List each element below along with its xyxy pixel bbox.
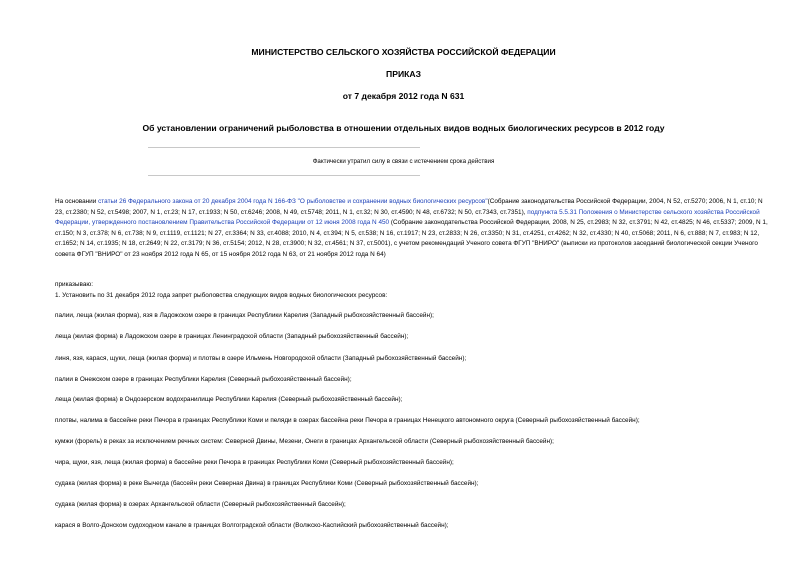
divider-top	[148, 147, 420, 148]
list-item: карася в Волго-Донском судоходном канале в границах Волгоградской области (Волжско-Каспийский рыбохозяйственный бассейн);	[55, 522, 449, 529]
list-item: судака (жилая форма) в реке Вычегда (бассейн реки Северная Двина) в границах Республики Коми (Северный рыбохозяйственный бассейн);	[55, 480, 479, 487]
list-item: чира, щуки, язя, леща (жилая форма) в бассейне реки Печора в границах Республики Коми (Северный рыбохозяйственный бассейн);	[55, 459, 454, 466]
list-item: леща (жилая форма) в Ладожском озере в границах Ленинградской области (Западный рыбохозяйственный бассейн);	[55, 333, 409, 340]
list-item: палии в Онежском озере в границах Республики Карелия (Северный рыбохозяйственный бассейн);	[55, 376, 352, 383]
doc-type: ПРИКАЗ	[386, 69, 421, 79]
list-item: леща (жилая форма) в Ондозерском водохранилище Республики Карелия (Северный рыбохозяйственный бассейн);	[55, 396, 403, 403]
doc-date-number: от 7 декабря 2012 года N 631	[342, 91, 465, 101]
law-link[interactable]: статьи 26 Федерального закона от 20 декабря 2004 года N 166-ФЗ "О рыболовстве и сохранении водных биологических ресурсов"	[98, 198, 488, 205]
divider-bottom	[148, 175, 420, 176]
list-item: линя, язя, карася, щуки, леща (жилая форма) и плотвы в озере Ильмень Новгородской области (Западный рыбохозяйственный бассейн);	[55, 355, 467, 362]
status-note: Фактически утратил силу в связи с истечением срока действия	[312, 158, 495, 165]
list-item: судака (жилая форма) в озерах Архангельской области (Северный рыбохозяйственный бассейн);	[55, 501, 346, 508]
basis-text-3: (Собрание законодательства Российской Федерации, 2008, N 25, ст.2983; N 32, ст.3791; N 42, ст.4825; N 46, ст.5337; 2009, N 1, ст.150; N 3, ст.378; N 6, ст.738; N 9, ст.1119, ст.1121; N 27, ст.3364; N 33, ст.4088; 2010, N 4, ст.394; N 5, ст.538; N 16, ст.1917; N 23, ст.2833; N 26, ст.3350; N 31, ст.4251, ст.4262; N 32, ст.4330; N 40, ст.5068; 2011, N 6, ст.888; N 7, ст.983; N 12, ст.1652; N 14, ст.1935; N 18, ст.2649; N 22, ст.3179; N 36, ст.5154; 2012, N 28, ст.3900; N 32, ст.4561; N 37, ст.5001), с учетом рекомендаций Ученого совета ФГУП "ВНИРО" (выписки из протоколов заседаний биологической секции Ученого совета ФГУП "ВНИРО" от 23 ноября 2012 года N 65, от 15 ноября 2012 года N 63, от 21 ноября 2012 года N 64)	[55, 219, 768, 258]
regulation-link[interactable]: подпункта 5.5.31 Положения о Министерстве сельского хозяйства Российской Федерации, утвержденного постановлением Правительства Российской Федерации от 12 июня 2008 года N 450	[55, 208, 760, 226]
point-1: 1. Установить по 31 декабря 2012 года запрет рыболовства следующих видов водных биологических ресурсов:	[55, 292, 388, 299]
list-item: палии, леща (жилая форма), язя в Ладожском озере в границах Республики Карелия (Западный рыбохозяйственный бассейн);	[55, 312, 434, 319]
order-word: приказываю:	[55, 281, 93, 288]
basis-paragraph	[55, 197, 773, 260]
list-item: кумжи (форель) в реках за исключением речных систем: Северной Двины, Мезени, Онеги в границах Архангельской области (Северный рыбохозяйственный бассейн);	[55, 438, 554, 445]
doc-title: Об установлении ограничений рыболовства в отношении отдельных видов водных биологических ресурсов в 2012 году	[142, 123, 665, 133]
ministry-name: МИНИСТЕРСТВО СЕЛЬСКОГО ХОЗЯЙСТВА РОССИЙСКОЙ ФЕДЕРАЦИИ	[251, 47, 556, 57]
basis-text-1: На основании	[55, 198, 99, 205]
basis-text-2: (Собрание законодательства Российской Федерации, 2004, N 52, ст.5270; 2006, N 1, ст.10; N 23, ст.2380; N 52, ст.5498; 2007, N 1, ст.23; N 17, ст.1933; N 50, ст.6246; 2008, N 49, ст.5748; 2011, N 1, ст.32; N 30, ст.4590; N 48, ст.6732; N 50, ст.7343, ст.7351),	[55, 198, 763, 216]
list-item: плотвы, налима в бассейне реки Печора в границах Республики Коми и пеляди в озерах бассейна реки Печора в границах Ненецкого автономного округа (Северный рыбохозяйственный бассейн);	[55, 417, 640, 424]
